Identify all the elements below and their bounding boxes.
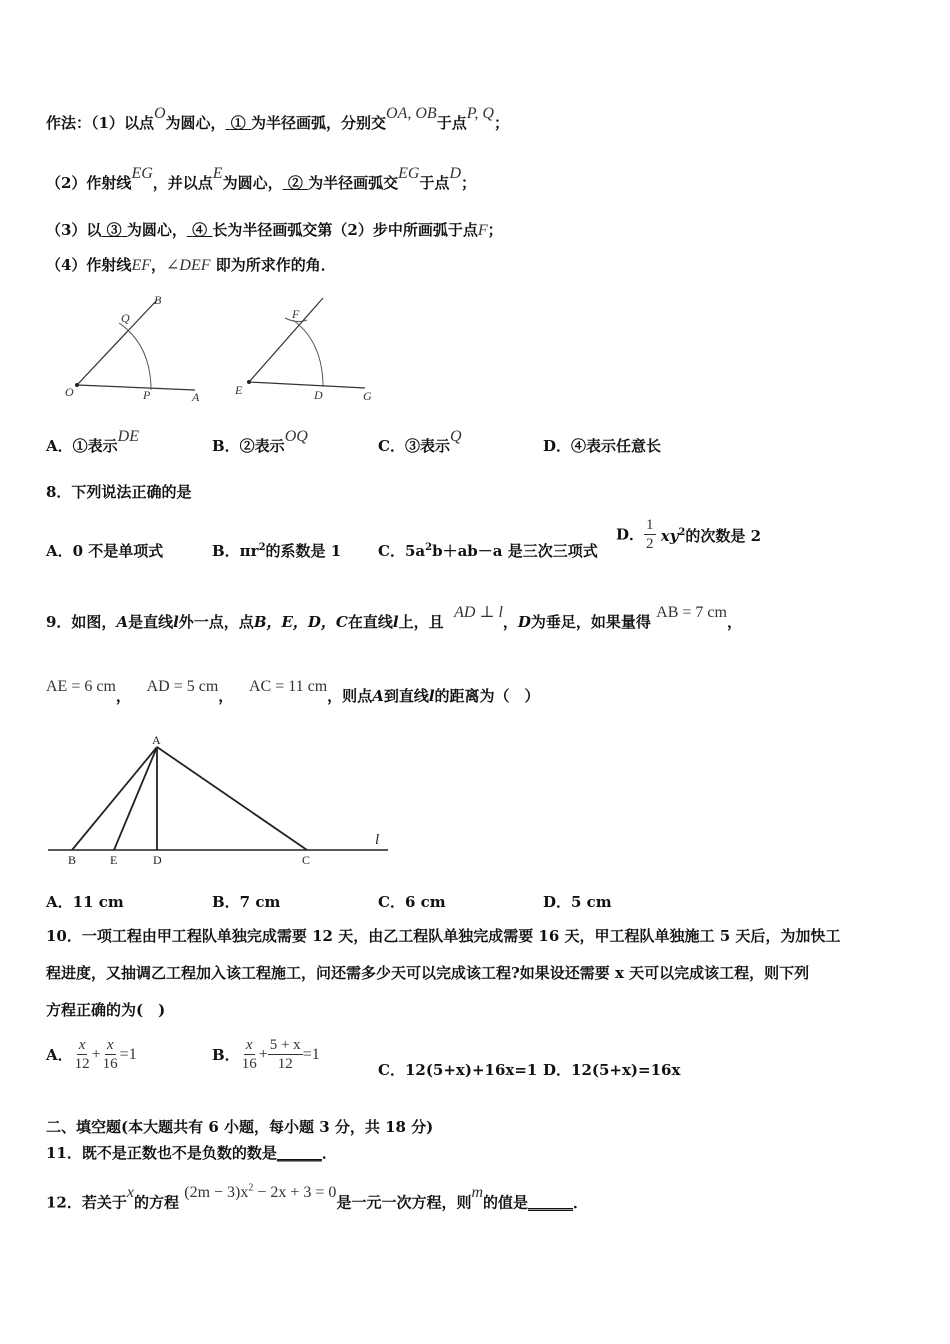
q7-option-c[interactable]: C．③表示Q [378,428,462,455]
q7-option-d[interactable]: D．④表示任意长 [543,437,662,455]
ray-ob [77,300,157,385]
label-e: E [110,853,118,867]
q8-option-d[interactable]: D． $\frac{1}{2}$ $xy^2$的次数是 2 [616,517,762,552]
q10-stem-line3: 方程正确的为( ) [46,1001,166,1019]
math-ad: AD = 5 cm [146,678,219,695]
math-equation: $(2m - 3)x^2 - 2x + 3 = 0$ [184,1183,337,1202]
segment-ab [72,747,157,850]
math-f: F [477,222,488,239]
q7-option-b[interactable]: B．②表示OQ [212,428,308,455]
q9-stem-line1: 9．如图，A是直线l外一点，点B，E，D，C在直线l上，且 AD ⊥ l，D为垂足，如果量得 AB = 7 cm， [46,604,742,631]
math-angle-def: ∠DEF [166,257,211,274]
label-c: C [302,853,311,867]
q7-step4: （4）作射线EF，∠DEF 即为所求作的角． [46,256,336,274]
q8-stem: 8．下列说法正确的是 [46,483,192,501]
point-o [75,383,79,387]
segment-ae [114,747,157,850]
math-d: D [449,165,461,182]
q8-option-b[interactable]: B．$\pi r^2$的系数是 1 [212,542,342,560]
q10-stem-line2: 程进度，又抽调乙工程加入该工程施工，问还需多少天可以完成该工程?如果设还需要 x 天可以完成该工程，则下列 [46,964,810,982]
q7-option-a[interactable]: A．①表示DE [46,428,139,455]
q7-step3: （3）以 ③ 为圆心， ④ 长为半径画弧交第（2）步中所画弧于点F； [46,221,503,239]
label-g: G [363,389,372,403]
label-a: A [192,390,200,404]
label-q: Q [121,311,130,325]
q11: 11．既不是正数也不是负数的数是______． [46,1144,337,1162]
q9-option-c[interactable]: C．6 cm [378,893,446,911]
label-b: B [154,293,162,307]
arc-pq [119,323,151,390]
math-eg2: EG [398,165,420,182]
math-pq: P, Q [466,105,494,122]
q12-answer-blank[interactable]: ______ [528,1193,574,1212]
ray-eg [249,382,365,388]
label-f: F [292,307,300,321]
math-m: m [471,1184,484,1202]
q10-option-b[interactable]: B． $\frac{x}{16}$ + $\frac{5 + x}{12}$ =1 [212,1037,320,1072]
label-e: E [235,383,243,397]
q9-option-b[interactable]: B．7 cm [212,893,281,911]
blank-1: ① [230,114,246,132]
math-ad-perp-l: AD ⊥ l [454,604,503,621]
q7-step1: 作法：（1）以点O为圆心， ① 为半径画弧，分别交OA, OB于点P, Q； [46,105,509,132]
segment-ac [157,747,307,850]
label-o: O [65,385,74,399]
math-ab: AB = 7 cm [656,604,727,621]
math-ef: EF [131,257,151,274]
frac-one-half: $\frac{1}{2}$ [646,517,654,552]
q9-option-d[interactable]: D．5 cm [543,893,612,911]
q10-option-c[interactable]: C．12(5+x)+16x=1 [378,1061,538,1079]
q9-figure-triangle [40,730,400,870]
blank-3: ③ [106,221,122,239]
math-ac: AC = 11 cm [248,678,328,695]
q9-stem-line2: AE = 6 cm， AD = 5 cm， AC = 11 cm，则点A到直线l的距离为（ ） [46,678,540,705]
q7-figure-angle-def [225,290,385,410]
math-x: x [126,1184,134,1202]
arc-d [293,320,323,387]
math-oaob: OA, OB [386,105,437,122]
q11-answer-blank[interactable]: ______ [276,1144,322,1162]
q8-option-c[interactable]: C．$5a^2b+ab-a$ 是三次三项式 [378,542,598,560]
q8-option-a[interactable]: A．0 不是单项式 [46,542,164,560]
q10-stem-line1: 10．一项工程由甲工程队单独完成需要 12 天，由乙工程队单独完成需要 16 天，甲工程队单独施工 5 天后，为加快工 [46,927,841,945]
math-eg: EG [131,165,153,182]
q7-step2: （2）作射线EG，并以点E为圆心， ② 为半径画弧交EG于点D； [46,165,477,192]
label-d: D [314,388,323,402]
label-b: B [68,853,77,867]
blank-4: ④ [192,221,208,239]
label-a: A [152,733,161,747]
label-p: P [143,388,151,402]
ray-oa [77,385,195,390]
label-l: l [375,832,380,848]
point-e [247,380,251,384]
blank-2: ② [287,174,303,192]
label-d: D [153,853,162,867]
q7-figure-angle-aob [55,290,215,410]
math-ae: AE = 6 cm [46,678,116,695]
q9-option-a[interactable]: A．11 cm [46,893,124,911]
section-2-title: 二、填空题(本大题共有 6 小题，每小题 3 分，共 18 分) [46,1118,434,1136]
q10-option-d[interactable]: D．12(5+x)=16x [543,1061,681,1079]
math-e: E [212,165,223,182]
q12: 12．若关于x的方程 $(2m - 3)x^2 - 2x + 3 = 0$是一元一次方程，则m的值是______． [46,1183,589,1212]
math-o: O [153,105,166,122]
q10-option-a[interactable]: A． $\frac{x}{12}$ + $\frac{x}{16}$ =1 [46,1037,137,1072]
